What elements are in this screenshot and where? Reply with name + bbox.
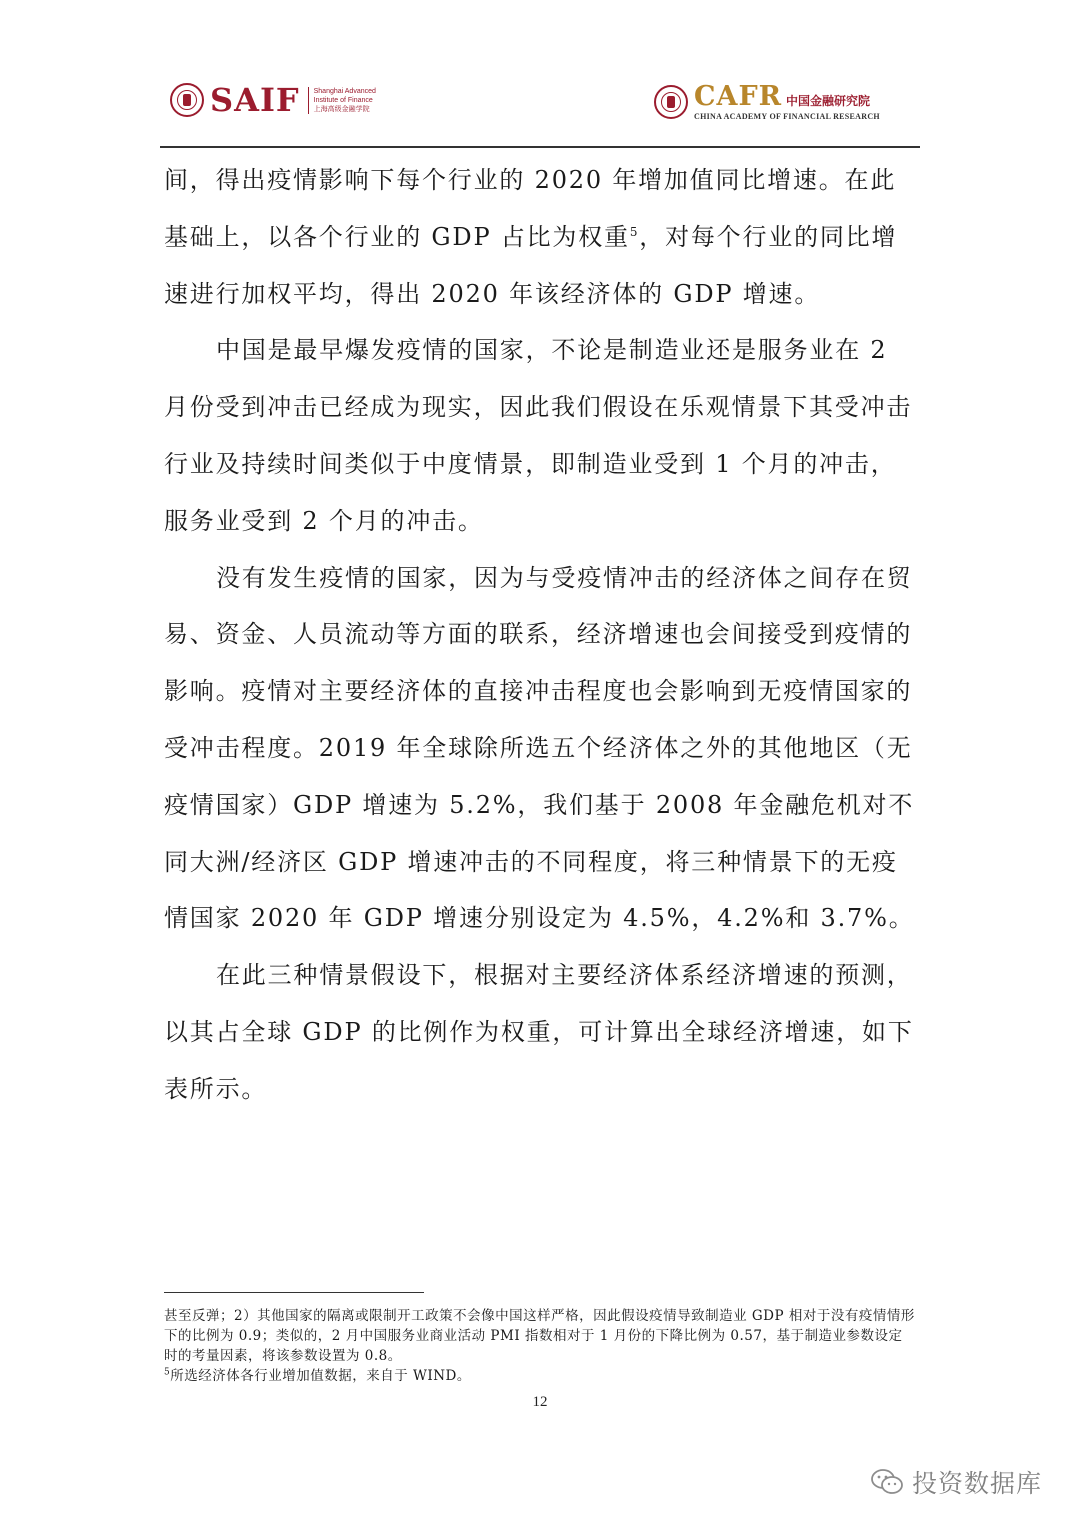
cafr-logo <box>654 82 880 122</box>
cafr-seal-icon <box>654 85 688 119</box>
paragraph: 中国是最早爆发疫情的国家，不论是制造业还是服务业在 2 月份受到冲击已经成为现实，因此我们假设在乐观情景下其受冲击行业及持续时间类似于中度情景，即制造业受到 1 个月的冲击，服务业受到 2 个月的冲击。 <box>164 336 913 535</box>
footnote-rule <box>164 1292 424 1293</box>
saif-subtitle: Shanghai Advanced Institute of Finance 上海高级金融学院 <box>308 87 376 114</box>
watermark <box>870 1464 1042 1500</box>
footnote: $^5$所选经济体各行业增加值数据，来自于 WIND。 <box>164 1367 471 1384</box>
paragraph: 间，得出疫情影响下每个行业的 2020 年增加值同比增速。在此基础上，以各个行业的 GDP 占比为权重$^5$，对每个行业的同比增速进行加权平均，得出 2020 年该经济体的 GDP 增速。 <box>164 166 898 308</box>
footnote-ref[interactable]: 5 <box>629 224 640 239</box>
cafr-name-en: CHINA ACADEMY OF FINANCIAL RESEARCH <box>694 112 880 121</box>
footnote: 甚至反弹；2）其他国家的隔离或限制开工政策不会像中国这样严格，因此假设疫情导致制造业 GDP 相对于没有疫情情形下的比例为 0.9；类似的，2 月中国服务业商业活动 PMI 指数相对于 1 月份的下降比例为 0.57，基于制造业参数设定时的考量因素，将该参数设置为 0.8。 <box>164 1308 915 1364</box>
cafr-wordmark: CAFR <box>694 81 783 112</box>
watermark-text: 投资数据库 <box>912 1469 1043 1498</box>
paragraph: 没有发生疫情的国家，因为与受疫情冲击的经济体之间存在贸易、资金、人员流动等方面的联系，经济增速也会间接受到疫情的影响。疫情对主要经济体的直接冲击程度也会影响到无疫情国家的受冲击程度。2019 年全球除所选五个经济体之外的其他地区（无疫情国家）GDP 增速为 5.2%，我们基于 2008 年金融危机对不同大洲/经济区 GDP 增速冲击的不同程度，将三种情景下的无疫情国家 2020 年 GDP 增速分别设定为 4.5%，4.2%和 3.7%。 <box>164 563 915 933</box>
header-rule <box>160 146 920 148</box>
cafr-name-cn: 中国金融研究院 <box>786 94 871 108</box>
paragraph: 在此三种情景假设下，根据对主要经济体系经济增速的预测，以其占全球 GDP 的比例作为权重，可计算出全球经济增速，如下表所示。 <box>164 961 914 1103</box>
body-text <box>164 152 916 1118</box>
saif-seal-icon <box>170 83 204 117</box>
page-number: 12 <box>532 1394 548 1410</box>
saif-logo <box>170 80 376 120</box>
footnotes <box>164 1306 916 1386</box>
saif-wordmark: SAIF <box>210 81 300 119</box>
wechat-icon <box>870 1468 904 1496</box>
page-header <box>0 0 1080 150</box>
footnote-mark: 5 <box>164 1367 171 1378</box>
